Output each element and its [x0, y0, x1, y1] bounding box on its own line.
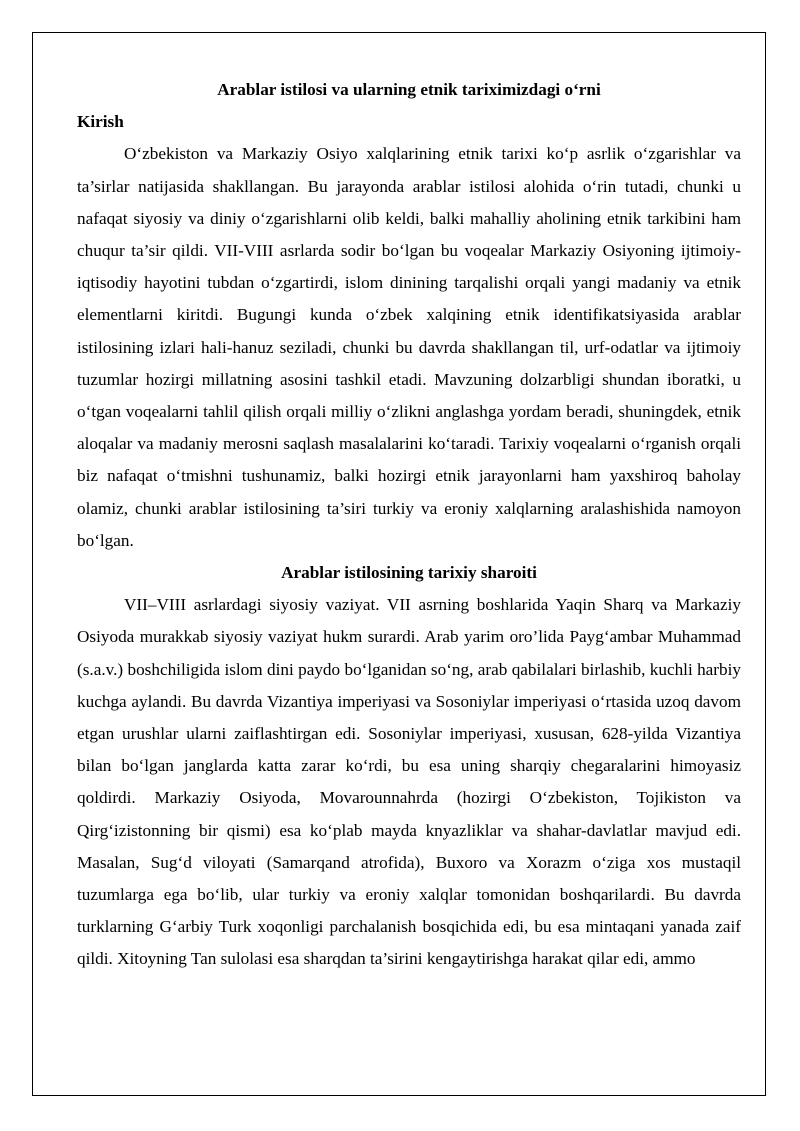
section-heading: Arablar istilosining tarixiy sharoiti — [281, 563, 537, 583]
document-title: Arablar istilosi va ularning etnik tariximizdagi o‘rni — [217, 80, 601, 99]
intro-paragraph: O‘zbekiston va Markaziy Osiyo xalqlarining etnik tarixi ko‘p asrlik o‘zgarishlar va ta’sirlar natijasida shakllangan. Bu jarayonda arablar istilosi alohida o‘rin tutadi, chunki u nafaqat siyosiy va diniy o‘zgarishlarni olib keldi, balki mahalliy aholining etnik tarkibini ham chuqur ta’sir qildi. VII-VIII asrlarda sodir bo‘lgan bu voqealar Markaziy Osiyoning ijtimoiy-iqtisodiy hayotini tubdan o‘zgartirdi, islom dinining tarqalishi orqali yangi madaniy va etnik elementlarni kiritdi. Bugungi kunda o‘zbek xalqining etnik identifikatsiyasida arablar istilosining izlari hali-hanuz seziladi, chunki bu davrda shakllangan til, urf-odatlar va ijtimoiy tuzumlar hozirgi millatning asosini tashkil etadi. Mavzuning dolzarbligi shundan iboratki, u o‘tgan voqealarni tahlil qilish orqali milliy o‘zlikni anglashga yordam beradi, shuningdek, etnik aloqalar va madaniy merosni saqlash masalalarini ko‘taradi. Tarixiy voqealarni o‘rganish orqali biz nafaqat o‘tmishni tushunamiz, balki hozirgi etnik jarayonlarni ham yaxshiroq baholay olamiz, chunki arablar istilosining ta’siri turkiy va eroniy xalqlarning aralashishida namoyon bo‘lgan. — [77, 144, 741, 550]
section-paragraph: VII–VIII asrlardagi siyosiy vaziyat. VII asrning boshlarida Yaqin Sharq va Markaziy Osiyoda murakkab siyosiy vaziyat hukm surardi. Arab yarim oro’lida Payg‘ambar Muhammad (s.a.v.) boshchiligida islom dini paydo bo‘lganidan so‘ng, arab qabilalari birlashib, kuchli harbiy kuchga aylandi. Bu davrda Vizantiya imperiyasi va Sosoniylar imperiyasi o‘rtasida uzoq davom etgan urushlar ularni zaiflashtirgan edi. Sosoniylar imperiyasi, xususan, 628-yilda Vizantiya bilan bo‘lgan janglarda katta zarar ko‘rdi, bu esa uning sharqiy chegaralarini himoyasiz qoldirdi. Markaziy Osiyoda, Movarounnahrda (hozirgi O‘zbekiston, Tojikiston va Qirg‘izistonning bir qismi) esa ko‘plab mayda knyazliklar va shahar-davlatlar mavjud edi. Masalan, Sug‘d viloyati (Samarqand atrofida), Buxoro va Xorazm o‘ziga xos mustaqil tuzumlarga ega bo‘lib, ular turkiy va eroniy xalqlar tomonidan boshqarilardi. Bu davrda turklarning G‘arbiy Turk xoqonligi parchalanish bosqichida edi, bu esa mintaqani yanada zaif qildi. Xitoyning Tan sulolasi esa sharqdan ta’sirini kengaytirishga harakat qilar edi, ammo — [77, 595, 741, 969]
document-body — [77, 74, 741, 976]
intro-heading: Kirish — [77, 112, 124, 132]
